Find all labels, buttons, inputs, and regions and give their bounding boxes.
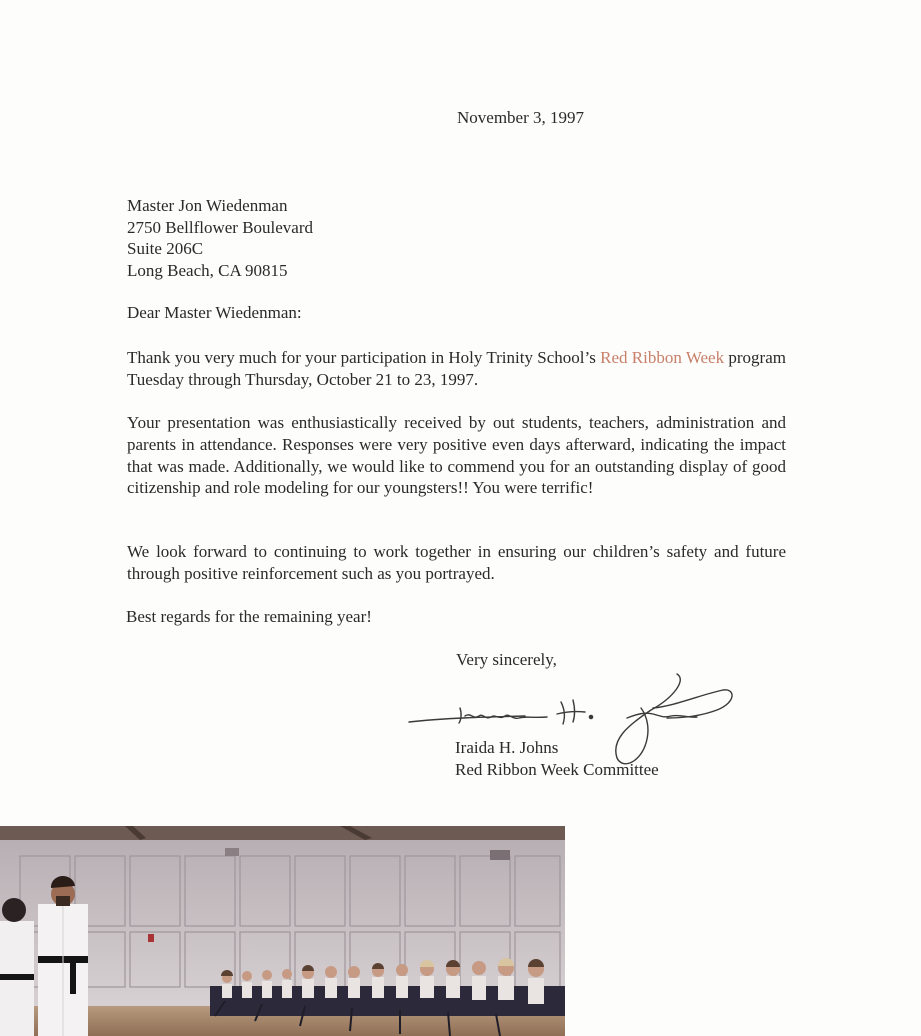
recipient-street: 2750 Bellflower Boulevard xyxy=(127,217,314,237)
letter-date: November 3, 1997 xyxy=(457,108,585,127)
paragraph-best-regards: Best regards for the remaining year! xyxy=(126,607,372,626)
recipient-suite: Suite 206C xyxy=(127,239,204,258)
recipient-address xyxy=(127,195,313,281)
paragraph-presentation: Your presentation was enthusiastically received by out students, teachers, administration and parents in attendance. Responses were very positive even days afterward, indicating the impact that was made. Additionally, we would like to commend you for an outstanding display of good citizenship and role modeling for our youngsters!! You were terrific! xyxy=(127,413,786,498)
signer-title: Red Ribbon Week Committee xyxy=(455,759,659,779)
karate-presentation-photo xyxy=(0,826,565,1036)
recipient-name: Master Jon Wiedenman xyxy=(127,196,288,215)
red-ribbon-week-highlight: Red Ribbon Week xyxy=(600,348,725,367)
gym-photo xyxy=(0,826,565,1036)
closing: Very sincerely, xyxy=(456,650,557,669)
salutation: Dear Master Wiedenman: xyxy=(127,303,302,322)
paragraph-1-start: Thank you very much for your participation in Holy Trinity School’s xyxy=(127,348,601,367)
paragraph-look-forward: We look forward to continuing to work together in ensuring our children’s safety and future through positive reinforcement such as you portrayed. xyxy=(127,542,786,583)
paragraph-1-end: program Tuesday through Thursday, October 21 to 23, 1997. xyxy=(127,348,786,389)
signer-block xyxy=(455,737,659,780)
recipient-city: Long Beach, CA 90815 xyxy=(127,260,288,280)
signer-name: Iraida H. Johns xyxy=(455,738,559,757)
paragraph-thank-you xyxy=(127,347,786,391)
